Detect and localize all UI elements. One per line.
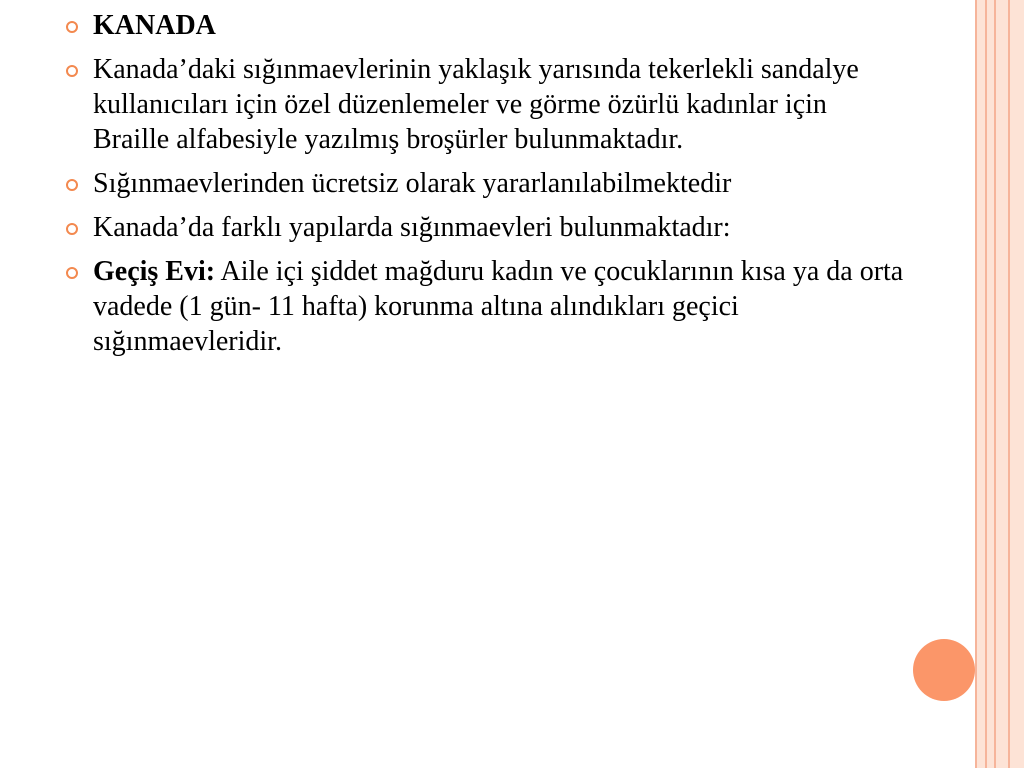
bullet-item-transition-house [64, 254, 904, 359]
bullet-item-kanada [64, 8, 904, 43]
bullet-bold-text: Geçiş Evi: [93, 256, 216, 287]
decorative-stripe [977, 0, 985, 768]
bullet-text: Aile içi şiddet mağduru kadın ve çocuklarının kısa ya da orta vadede (1 gün- 11 hafta) korunma altına alındıkları geçici sığınmaevleridir. [93, 256, 904, 357]
bullet-text: Kanada’daki sığınmaevlerinin yaklaşık yarısında tekerlekli sandalye kullanıcıları için özel düzenlemeler ve görme özürlü kadınlar için Braille alfabesiyle yazılmış broşürler bulunmaktadır. [93, 54, 859, 155]
decorative-stripe [987, 0, 994, 768]
bullet-icon [66, 223, 78, 235]
bullet-item-free-use [64, 166, 904, 201]
decorative-stripe [996, 0, 1008, 768]
bullet-icon [66, 179, 78, 191]
orange-circle-decoration [913, 639, 975, 701]
bullet-icon [66, 21, 78, 33]
bullet-icon [66, 65, 78, 77]
decorative-stripe [1010, 0, 1024, 768]
bullet-list [64, 8, 904, 359]
bullet-item-structures [64, 210, 904, 245]
bullet-item-accessibility [64, 52, 904, 157]
bullet-text: Kanada’da farklı yapılarda sığınmaevleri bulunmaktadır: [93, 212, 731, 243]
bullet-text: Sığınmaevlerinden ücretsiz olarak yararlanılabilmektedir [93, 168, 732, 199]
slide-content [64, 8, 904, 368]
bullet-bold-text: KANADA [93, 10, 216, 41]
bullet-icon [66, 267, 78, 279]
